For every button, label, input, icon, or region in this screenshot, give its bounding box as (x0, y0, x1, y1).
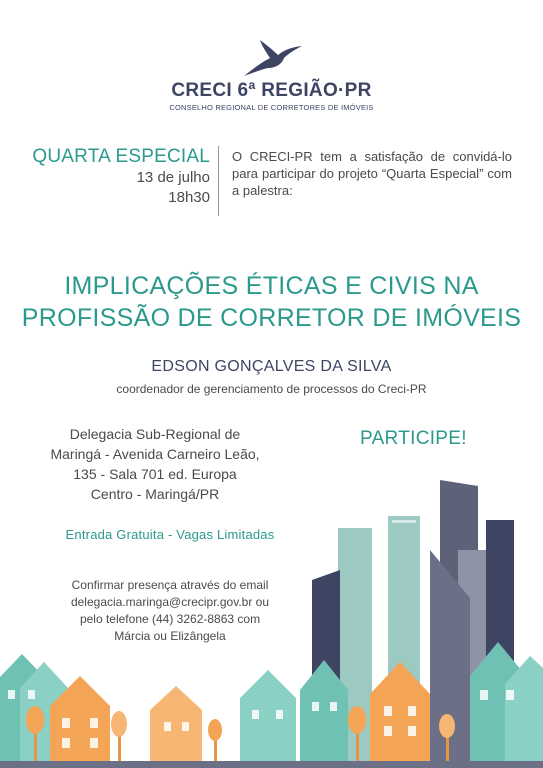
talk-title-line: IMPLICAÇÕES ÉTICAS E CIVIS NA (64, 272, 479, 300)
address-line: Maringá - Avenida Carneiro Leão, (50, 446, 260, 462)
rsvp-info (30, 577, 310, 645)
talk-title-line: PROFISSÃO DE CORRETOR DE IMÓVEIS (21, 304, 522, 332)
rsvp-email[interactable]: delegacia.maringa@crecipr.gov.br ou (70, 595, 270, 609)
talk-title (0, 270, 543, 334)
event-intro: O CRECI-PR tem a satisfação de convidá-lo para participar do projeto “Quarta Especial” com a palestra: (232, 149, 512, 198)
entry-info: Entrada Gratuita - Vagas Limitadas (65, 527, 275, 542)
address-line: Delegacia Sub-Regional de (69, 426, 241, 442)
vertical-divider (218, 146, 219, 216)
speaker-role: coordenador de gerenciamento de processos do Creci-PR (116, 382, 427, 396)
creci-logo (0, 38, 543, 112)
hummingbird-icon (240, 38, 304, 78)
address-line: 135 - Sala 701 ed. Europa (73, 466, 237, 482)
call-to-action: PARTICIPE! (360, 428, 467, 449)
rsvp-line: Confirmar presença através do email (71, 578, 269, 592)
speaker-name: EDSON GONÇALVES DA SILVA (151, 358, 392, 375)
rsvp-line: Márcia ou Elizângela (114, 629, 226, 643)
logo-title: CRECI 6ª REGIÃO·PR (171, 80, 372, 101)
event-time: 18h30 (168, 189, 210, 206)
address-line: Centro - Maringá/PR (90, 486, 220, 502)
event-date: 13 de julho (136, 169, 210, 186)
rsvp-phone: pelo telefone (44) 3262-8863 com (79, 612, 261, 626)
logo-subtitle: CONSELHO REGIONAL DE CORRETORES DE IMÓVEIS (169, 103, 374, 112)
event-schedule (32, 146, 210, 208)
venue-address (30, 424, 280, 504)
event-kind: QUARTA ESPECIAL (32, 146, 210, 167)
